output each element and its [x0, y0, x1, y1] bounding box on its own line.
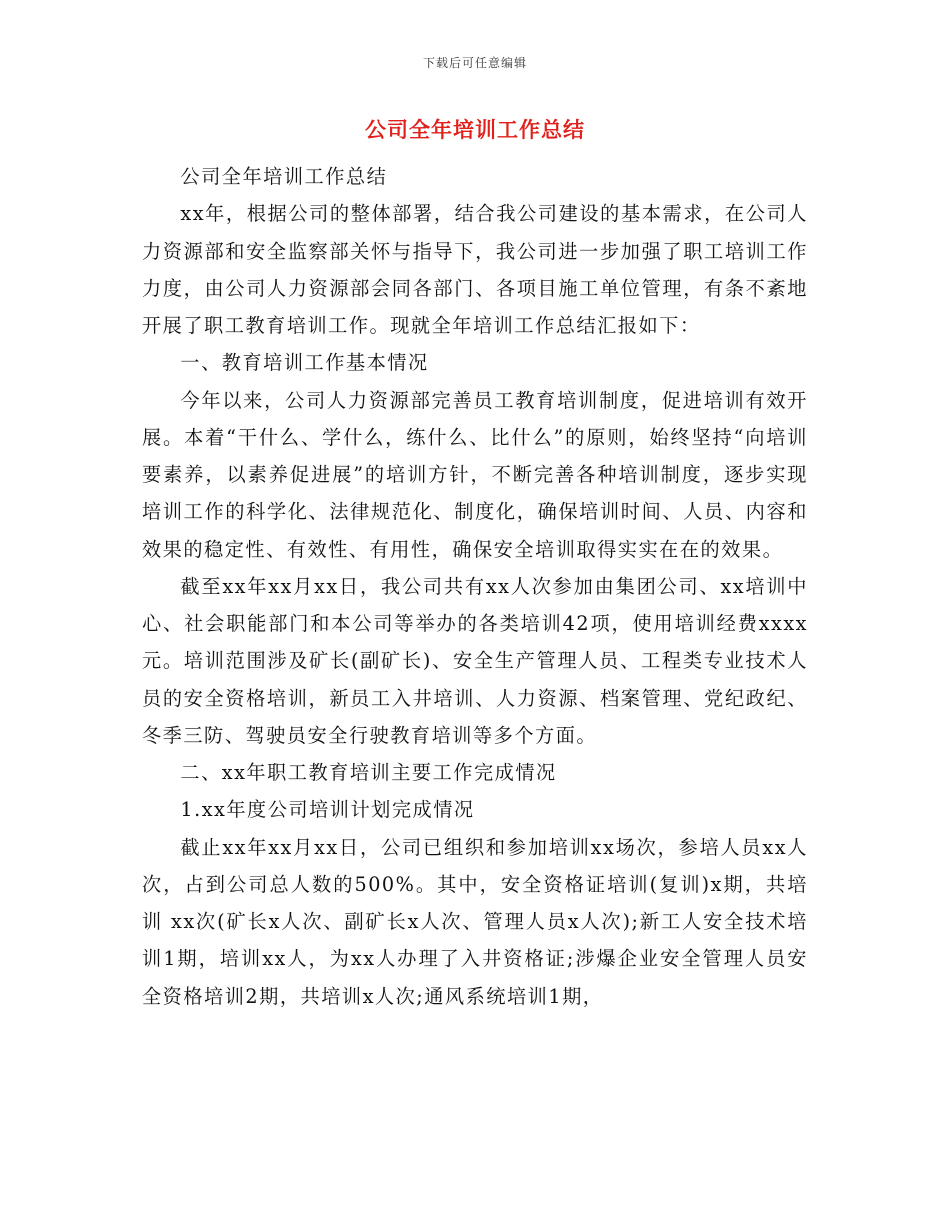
paragraph-plan-completion: 截止xx年xx月xx日，公司已组织和参加培训xx场次，参培人员xx人次，占到公司总人数的500%。其中，安全资格证培训(复训)x期，共培训 xx次(矿长x人次、副矿长x人次、管理人员x人次);新工人安全技术培训1期，培训xx人，为xx人办理了入井资格证;涉爆企业安全管理人员安全资格培训2期，共培训x人次;通风系统培训1期，	[142, 835, 808, 1008]
paragraph-training-stats: 截至xx年xx月xx日，我公司共有xx人次参加由集团公司、xx培训中心、社会职能部门和本公司等举办的各类培训42项，使用培训经费xxxx元。培训范围涉及矿长(副矿长)、安全生产管理人员、工程类专业技术人员的安全资格培训，新员工入井培训、人力资源、档案管理、党纪政纪、冬季三防、驾驶员安全行驶教育培训等多个方面。	[142, 574, 808, 747]
document-title: 公司全年培训工作总结	[365, 117, 585, 142]
section-heading-1: 一、教育培训工作基本情况	[180, 351, 429, 375]
paragraph-subtitle: 公司全年培训工作总结	[180, 165, 388, 188]
paragraph-intro: xx年，根据公司的整体部署，结合我公司建设的基本需求，在公司人力资源部和安全监察部关怀与指导下，我公司进一步加强了职工培训工作力度，由公司人力资源部会同各部门、各项目施工单位管理，有条不紊地开展了职工教育培训工作。现就全年培训工作总结汇报如下：	[142, 202, 808, 337]
document-body	[142, 158, 808, 1015]
header-note: 下载后可任意编辑	[422, 56, 527, 70]
section-heading-2: 二、xx年职工教育培训主要工作完成情况	[180, 761, 557, 784]
paragraph-basic-situation: 今年以来，公司人力资源部完善员工教育培训制度，促进培训有效开展。本着“干什么、学什么，练什么、比什么”的原则，始终坚持“向培训要素养，以素养促进展”的培训方针，不断完善各种培训制度，逐步实现培训工作的科学化、法律规范化、制度化，确保培训时间、人员、内容和效果的稳定性、有效性、有用性，确保安全培训取得实实在在的效果。	[142, 388, 808, 561]
subsection-heading-1: 1.xx年度公司培训计划完成情况	[180, 798, 475, 822]
